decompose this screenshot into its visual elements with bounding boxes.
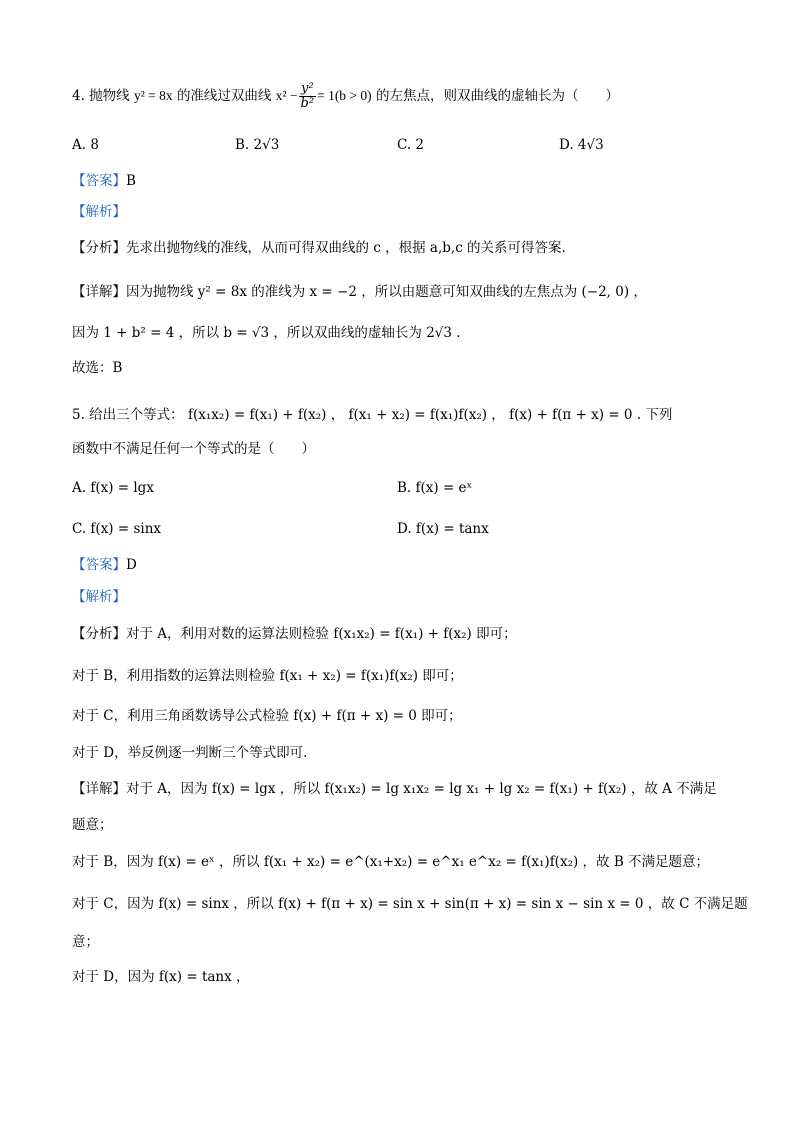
q5-fenxi-text-2: 对于 B，利用指数的运算法则检验 f(x₁ + x₂) = f(x₁)f(x₂) 即可； [72,668,463,684]
q5-xiangjie-tag: 【详解】 [72,781,126,797]
q5-option-d[interactable] [397,519,489,539]
q5-option-d-label: D. f(x) = tanx [397,521,489,537]
q4-option-d-label: D. 4√3 [559,137,604,153]
q4-stem [72,82,619,111]
q4-choose: 故选：B [72,360,123,376]
q5-fenxi-text-1: 对于 A，利用对数的运算法则检验 f(x₁x₂) = f(x₁) + f(x₂) 即可； [126,626,517,642]
q4-stem-text-c: 的左焦点，则双曲线的虚轴长为（ ） [375,88,619,104]
q4-fraction-num: y² [299,82,317,97]
q5-option-a[interactable] [72,478,154,498]
q5-fenxi-1 [72,624,517,644]
q4-fenxi [72,238,566,258]
q5-stem-line-2: 函数中不满足任何一个等式的是（ ） [72,441,315,457]
q4-fenxi-text: 先求出抛物线的准线，从而可得双曲线的 c ，根据 a,b,c 的关系可得答案. [126,240,566,256]
q4-fraction-den: b² [300,96,315,111]
q5-fenxi-text-3: 对于 C，利用三角函数诱导公式检验 f(x) + f(π + x) = 0 即可； [72,708,462,724]
q4-eq-parabola: y² = 8x [133,88,173,103]
q5-option-a-label: A. f(x) = lgx [72,480,154,496]
q4-option-b-label: B. 2√3 [235,137,280,153]
q5-answer [72,555,137,575]
q5-xiangjie-1 [72,779,717,799]
q4-xiangjie-tag: 【详解】 [72,284,126,300]
q4-option-a-label: A. 8 [72,137,99,153]
q5-xiangjie-text-1: 对于 A，因为 f(x) = lgx ，所以 f(x₁x₂) = lg x₁x₂ = lg x₁ + lg x₂ = f(x₁) + f(x₂) ，故 A 不满足 [126,781,717,797]
q4-xiangjie-1 [72,282,647,302]
q5-answer-value: D [126,557,137,573]
q5-fenxi-tag: 【分析】 [72,626,126,642]
q5-option-b[interactable] [397,478,472,498]
q4-option-d[interactable] [559,135,604,155]
q5-xiangjie-text-2: 题意； [72,817,113,833]
q4-fenxi-tag: 【分析】 [72,240,126,256]
q5-analysis-tag: 【解析】 [72,589,126,605]
q4-analysis-tag: 【解析】 [72,204,126,220]
q5-fenxi-text-4: 对于 D，举反例逐一判断三个等式即可. [72,745,308,761]
q4-stem-text-b: 的准线过双曲线 [176,88,272,104]
q5-option-c[interactable] [72,519,161,539]
q4-option-c-label: C. 2 [397,137,425,153]
q4-fraction [299,82,317,111]
q4-option-a[interactable] [72,135,99,155]
q5-xiangjie-text-4: 对于 C，因为 f(x) = sinx ，所以 f(x) + f(π + x) = sin x + sin(π + x) = sin x − sin x = 0 ，故 C 不满足题 [72,896,748,912]
q4-answer [72,171,136,191]
q4-option-b[interactable] [235,135,279,155]
q5-option-c-label: C. f(x) = sinx [72,521,162,537]
q4-xiangjie-text-2: 因为 1 + b² = 4 ，所以 b = √3 ，所以双曲线的虚轴长为 2√3 . [72,325,461,341]
q5-xiangjie-text-6: 对于 D，因为 f(x) = tanx ， [72,969,250,985]
q5-answer-tag: 【答案】 [72,557,126,573]
q5-stem-line-1: 5. 给出三个等式： f(x₁x₂) = f(x₁) + f(x₂) ， f(x₁ + x₂) = f(x₁)f(x₂) ， f(x) + f(π + x) = 0 . 下列 [72,407,673,423]
q4-xiangjie-text-1: 因为抛物线 y² = 8x 的准线为 x = −2 ，所以由题意可知双曲线的左焦点为 (−2, 0) ， [126,284,647,300]
q4-eq-hyperbola-pre: x² − [275,88,298,103]
q4-eq-hyperbola-post: = 1(b > 0) [317,88,372,103]
q4-stem-text-a: 4. 抛物线 [72,88,130,104]
q5-option-b-label: B. f(x) = eˣ [397,480,473,496]
q4-option-c[interactable] [397,135,424,155]
q4-answer-tag: 【答案】 [72,173,126,189]
q5-xiangjie-text-3: 对于 B，因为 f(x) = eˣ ，所以 f(x₁ + x₂) = e^(x₁+x₂) = e^x₁ e^x₂ = f(x₁)f(x₂) ，故 B 不满足题意； [72,854,710,870]
q5-xiangjie-text-5: 意； [72,934,99,950]
q4-answer-value: B [126,173,136,189]
